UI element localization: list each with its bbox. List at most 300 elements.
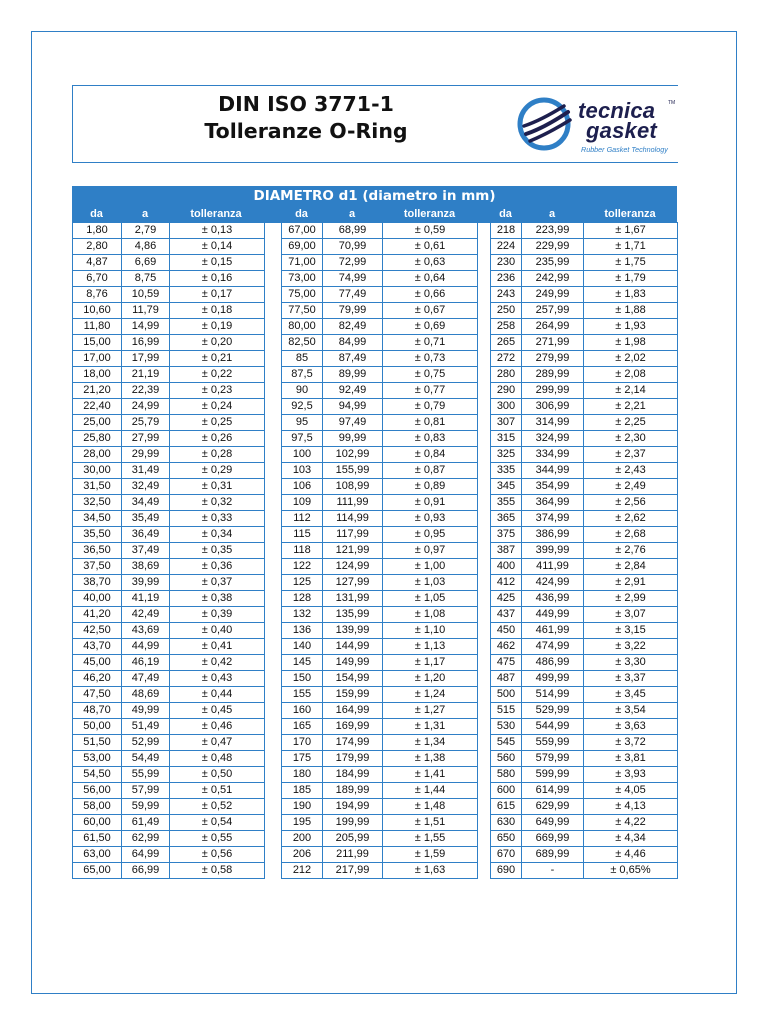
cell-a: 614,99 xyxy=(522,783,584,799)
column-header-a: a xyxy=(141,208,149,220)
cell-tolleranza: ± 0,97 xyxy=(383,543,478,559)
table-row xyxy=(73,383,265,399)
cell-tolleranza: ± 2,76 xyxy=(584,543,678,559)
cell-tolleranza: ± 1,88 xyxy=(584,303,678,319)
cell-a: 436,99 xyxy=(522,591,584,607)
cell-a: 199,99 xyxy=(323,815,383,831)
cell-tolleranza: ± 1,27 xyxy=(383,703,478,719)
cell-a: 155,99 xyxy=(323,463,383,479)
table-row xyxy=(282,351,478,367)
cell-da: 28,00 xyxy=(73,447,122,463)
table-row xyxy=(491,543,678,559)
cell-tolleranza: ± 1,75 xyxy=(584,255,678,271)
tolerance-table-block-1 xyxy=(72,222,265,879)
cell-a: 399,99 xyxy=(522,543,584,559)
cell-tolleranza: ± 0,71 xyxy=(383,335,478,351)
cell-a: 235,99 xyxy=(522,255,584,271)
cell-da: 500 xyxy=(491,687,522,703)
cell-a: 35,49 xyxy=(122,511,170,527)
cell-da: 40,00 xyxy=(73,591,122,607)
cell-da: 21,20 xyxy=(73,383,122,399)
cell-tolleranza: ± 0,28 xyxy=(170,447,265,463)
table-row xyxy=(491,367,678,383)
table-row xyxy=(282,383,478,399)
cell-a: 344,99 xyxy=(522,463,584,479)
cell-da: 10,60 xyxy=(73,303,122,319)
cell-da: 437 xyxy=(491,607,522,623)
cell-tolleranza: ± 2,02 xyxy=(584,351,678,367)
cell-tolleranza: ± 1,44 xyxy=(383,783,478,799)
cell-tolleranza: ± 3,81 xyxy=(584,751,678,767)
cell-a: 544,99 xyxy=(522,719,584,735)
cell-tolleranza: ± 2,08 xyxy=(584,367,678,383)
cell-tolleranza: ± 1,83 xyxy=(584,287,678,303)
cell-da: 8,76 xyxy=(73,287,122,303)
cell-a: 57,99 xyxy=(122,783,170,799)
cell-a: 205,99 xyxy=(323,831,383,847)
cell-a: 223,99 xyxy=(522,223,584,239)
table-row xyxy=(282,847,478,863)
table-row xyxy=(282,655,478,671)
cell-tolleranza: ± 1,20 xyxy=(383,671,478,687)
cell-a: 374,99 xyxy=(522,511,584,527)
cell-da: 243 xyxy=(491,287,522,303)
cell-a: 44,99 xyxy=(122,639,170,655)
cell-a: 55,99 xyxy=(122,767,170,783)
table-row xyxy=(73,351,265,367)
cell-tolleranza: ± 3,93 xyxy=(584,767,678,783)
cell-tolleranza: ± 0,89 xyxy=(383,479,478,495)
cell-tolleranza: ± 0,50 xyxy=(170,767,265,783)
cell-a: 599,99 xyxy=(522,767,584,783)
table-row xyxy=(282,863,478,879)
cell-da: 230 xyxy=(491,255,522,271)
cell-tolleranza: ± 0,67 xyxy=(383,303,478,319)
cell-tolleranza: ± 0,52 xyxy=(170,799,265,815)
table-row xyxy=(282,799,478,815)
cell-da: 115 xyxy=(282,527,323,543)
cell-da: 136 xyxy=(282,623,323,639)
table-row xyxy=(282,671,478,687)
cell-a: 51,49 xyxy=(122,719,170,735)
cell-da: 97,5 xyxy=(282,431,323,447)
table-row xyxy=(282,719,478,735)
cell-da: 67,00 xyxy=(282,223,323,239)
cell-da: 47,50 xyxy=(73,687,122,703)
cell-da: 530 xyxy=(491,719,522,735)
table-row xyxy=(491,527,678,543)
table-row xyxy=(73,543,265,559)
cell-tolleranza: ± 0,61 xyxy=(383,239,478,255)
cell-tolleranza: ± 0,44 xyxy=(170,687,265,703)
cell-tolleranza: ± 0,81 xyxy=(383,415,478,431)
table-row xyxy=(282,367,478,383)
table-row xyxy=(491,223,678,239)
table-caption: DIAMETRO d1 (diametro in mm) xyxy=(253,188,496,204)
cell-da: 22,40 xyxy=(73,399,122,415)
cell-tolleranza: ± 0,48 xyxy=(170,751,265,767)
table-row xyxy=(73,591,265,607)
cell-tolleranza: ± 4,13 xyxy=(584,799,678,815)
cell-a: 38,69 xyxy=(122,559,170,575)
table-row xyxy=(73,447,265,463)
table-row xyxy=(73,479,265,495)
table-row xyxy=(73,335,265,351)
cell-a: 164,99 xyxy=(323,703,383,719)
table-row xyxy=(491,863,678,879)
table-row xyxy=(282,607,478,623)
cell-da: 90 xyxy=(282,383,323,399)
cell-da: 60,00 xyxy=(73,815,122,831)
table-row xyxy=(282,223,478,239)
table-row xyxy=(491,319,678,335)
table-row xyxy=(73,767,265,783)
cell-tolleranza: ± 4,22 xyxy=(584,815,678,831)
cell-tolleranza: ± 0,38 xyxy=(170,591,265,607)
cell-a: 669,99 xyxy=(522,831,584,847)
cell-da: 75,00 xyxy=(282,287,323,303)
cell-tolleranza: ± 0,66 xyxy=(383,287,478,303)
table-row xyxy=(73,863,265,879)
cell-tolleranza: ± 1,79 xyxy=(584,271,678,287)
cell-a: 49,99 xyxy=(122,703,170,719)
cell-da: 236 xyxy=(491,271,522,287)
table-row xyxy=(491,511,678,527)
cell-tolleranza: ± 0,17 xyxy=(170,287,265,303)
cell-tolleranza: ± 1,41 xyxy=(383,767,478,783)
cell-a: 486,99 xyxy=(522,655,584,671)
cell-da: 42,50 xyxy=(73,623,122,639)
cell-a: 89,99 xyxy=(323,367,383,383)
cell-tolleranza: ± 0,23 xyxy=(170,383,265,399)
table-row xyxy=(491,351,678,367)
table-row xyxy=(282,767,478,783)
table-row xyxy=(282,639,478,655)
table-row xyxy=(282,735,478,751)
cell-a: 82,49 xyxy=(323,319,383,335)
cell-tolleranza: ± 0,41 xyxy=(170,639,265,655)
table-row xyxy=(282,511,478,527)
cell-tolleranza: ± 1,31 xyxy=(383,719,478,735)
cell-a: 449,99 xyxy=(522,607,584,623)
cell-a: 42,49 xyxy=(122,607,170,623)
cell-tolleranza: ± 2,21 xyxy=(584,399,678,415)
cell-tolleranza: ± 2,68 xyxy=(584,527,678,543)
cell-tolleranza: ± 4,34 xyxy=(584,831,678,847)
cell-da: 65,00 xyxy=(73,863,122,879)
table-row xyxy=(282,815,478,831)
cell-tolleranza: ± 1,13 xyxy=(383,639,478,655)
cell-a: 14,99 xyxy=(122,319,170,335)
table-row xyxy=(73,415,265,431)
table-row xyxy=(73,239,265,255)
cell-a: 2,79 xyxy=(122,223,170,239)
cell-a: 24,99 xyxy=(122,399,170,415)
cell-da: 515 xyxy=(491,703,522,719)
cell-a: 31,49 xyxy=(122,463,170,479)
cell-da: 265 xyxy=(491,335,522,351)
cell-a: 43,69 xyxy=(122,623,170,639)
cell-a: 131,99 xyxy=(323,591,383,607)
cell-tolleranza: ± 0,32 xyxy=(170,495,265,511)
cell-tolleranza: ± 0,95 xyxy=(383,527,478,543)
cell-da: 80,00 xyxy=(282,319,323,335)
table-row xyxy=(73,511,265,527)
cell-da: 132 xyxy=(282,607,323,623)
cell-tolleranza: ± 3,30 xyxy=(584,655,678,671)
cell-da: 224 xyxy=(491,239,522,255)
cell-da: 170 xyxy=(282,735,323,751)
table-row xyxy=(491,575,678,591)
cell-da: 250 xyxy=(491,303,522,319)
cell-da: 345 xyxy=(491,479,522,495)
cell-da: 190 xyxy=(282,799,323,815)
cell-da: 48,70 xyxy=(73,703,122,719)
table-row xyxy=(491,623,678,639)
table-row xyxy=(73,255,265,271)
cell-a: 34,49 xyxy=(122,495,170,511)
cell-tolleranza: ± 1,17 xyxy=(383,655,478,671)
cell-tolleranza: ± 0,22 xyxy=(170,367,265,383)
cell-tolleranza: ± 3,22 xyxy=(584,639,678,655)
table-row xyxy=(282,463,478,479)
column-header-a: a xyxy=(348,208,356,220)
document-title: DIN ISO 3771-1 xyxy=(218,92,394,116)
cell-a: 174,99 xyxy=(323,735,383,751)
cell-a: 4,86 xyxy=(122,239,170,255)
cell-da: 6,70 xyxy=(73,271,122,287)
cell-da: 155 xyxy=(282,687,323,703)
table-row xyxy=(491,591,678,607)
cell-tolleranza: ± 0,16 xyxy=(170,271,265,287)
cell-a: 211,99 xyxy=(323,847,383,863)
table-row xyxy=(491,399,678,415)
cell-a: 22,39 xyxy=(122,383,170,399)
cell-a: 64,99 xyxy=(122,847,170,863)
column-header-tolleranza: tolleranza xyxy=(190,208,242,220)
cell-tolleranza: ± 0,19 xyxy=(170,319,265,335)
table-row xyxy=(282,783,478,799)
cell-da: 77,50 xyxy=(282,303,323,319)
table-row xyxy=(282,703,478,719)
cell-tolleranza: ± 0,34 xyxy=(170,527,265,543)
cell-a: 72,99 xyxy=(323,255,383,271)
cell-a: 36,49 xyxy=(122,527,170,543)
cell-tolleranza: ± 2,91 xyxy=(584,575,678,591)
cell-a: 154,99 xyxy=(323,671,383,687)
cell-a: 87,49 xyxy=(323,351,383,367)
cell-tolleranza: ± 2,84 xyxy=(584,559,678,575)
table-row xyxy=(282,687,478,703)
cell-a: 306,99 xyxy=(522,399,584,415)
cell-da: 290 xyxy=(491,383,522,399)
table-row xyxy=(282,255,478,271)
cell-a: 271,99 xyxy=(522,335,584,351)
cell-a: 249,99 xyxy=(522,287,584,303)
cell-a: 117,99 xyxy=(323,527,383,543)
cell-tolleranza: ± 1,71 xyxy=(584,239,678,255)
cell-tolleranza: ± 0,43 xyxy=(170,671,265,687)
cell-da: 71,00 xyxy=(282,255,323,271)
cell-da: 272 xyxy=(491,351,522,367)
cell-tolleranza: ± 1,51 xyxy=(383,815,478,831)
cell-da: 46,20 xyxy=(73,671,122,687)
cell-tolleranza: ± 1,63 xyxy=(383,863,478,879)
cell-tolleranza: ± 0,14 xyxy=(170,239,265,255)
cell-a: 47,49 xyxy=(122,671,170,687)
cell-da: 35,50 xyxy=(73,527,122,543)
cell-da: 11,80 xyxy=(73,319,122,335)
cell-a: 70,99 xyxy=(323,239,383,255)
cell-tolleranza: ± 0,63 xyxy=(383,255,478,271)
cell-tolleranza: ± 0,42 xyxy=(170,655,265,671)
cell-tolleranza: ± 0,24 xyxy=(170,399,265,415)
cell-da: 1,80 xyxy=(73,223,122,239)
cell-tolleranza: ± 1,67 xyxy=(584,223,678,239)
cell-da: 600 xyxy=(491,783,522,799)
cell-tolleranza: ± 0,33 xyxy=(170,511,265,527)
cell-da: 200 xyxy=(282,831,323,847)
table-row xyxy=(73,831,265,847)
cell-tolleranza: ± 0,21 xyxy=(170,351,265,367)
table-row xyxy=(73,463,265,479)
cell-a: 194,99 xyxy=(323,799,383,815)
cell-a: 689,99 xyxy=(522,847,584,863)
cell-tolleranza: ± 3,45 xyxy=(584,687,678,703)
tolerance-table-block-3 xyxy=(490,222,678,879)
cell-da: 307 xyxy=(491,415,522,431)
cell-a: 94,99 xyxy=(323,399,383,415)
cell-a: 16,99 xyxy=(122,335,170,351)
table-row xyxy=(491,431,678,447)
cell-a: 159,99 xyxy=(323,687,383,703)
cell-da: 17,00 xyxy=(73,351,122,367)
table-row xyxy=(282,415,478,431)
cell-da: 118 xyxy=(282,543,323,559)
cell-da: 180 xyxy=(282,767,323,783)
cell-tolleranza: ± 1,38 xyxy=(383,751,478,767)
cell-tolleranza: ± 0,69 xyxy=(383,319,478,335)
table-row xyxy=(491,719,678,735)
cell-a: 217,99 xyxy=(323,863,383,879)
cell-a: 189,99 xyxy=(323,783,383,799)
cell-tolleranza: ± 1,24 xyxy=(383,687,478,703)
cell-tolleranza: ± 0,79 xyxy=(383,399,478,415)
table-row xyxy=(282,495,478,511)
cell-a: 386,99 xyxy=(522,527,584,543)
cell-da: 375 xyxy=(491,527,522,543)
cell-da: 580 xyxy=(491,767,522,783)
cell-a: 59,99 xyxy=(122,799,170,815)
table-row xyxy=(491,735,678,751)
cell-da: 280 xyxy=(491,367,522,383)
cell-da: 25,00 xyxy=(73,415,122,431)
cell-a: - xyxy=(522,863,584,879)
cell-da: 15,00 xyxy=(73,335,122,351)
cell-da: 218 xyxy=(491,223,522,239)
brand-tagline: Rubber Gasket Technology xyxy=(581,145,668,154)
table-row xyxy=(491,703,678,719)
table-row xyxy=(282,303,478,319)
table-row xyxy=(491,255,678,271)
cell-a: 54,49 xyxy=(122,751,170,767)
cell-da: 95 xyxy=(282,415,323,431)
cell-tolleranza: ± 3,07 xyxy=(584,607,678,623)
cell-da: 82,50 xyxy=(282,335,323,351)
cell-a: 514,99 xyxy=(522,687,584,703)
column-header-a: a xyxy=(548,208,556,220)
table-row xyxy=(282,623,478,639)
cell-tolleranza: ± 0,31 xyxy=(170,479,265,495)
cell-a: 11,79 xyxy=(122,303,170,319)
cell-tolleranza: ± 0,15 xyxy=(170,255,265,271)
cell-a: 184,99 xyxy=(323,767,383,783)
cell-a: 97,49 xyxy=(323,415,383,431)
cell-tolleranza: ± 0,29 xyxy=(170,463,265,479)
cell-a: 46,19 xyxy=(122,655,170,671)
table-row xyxy=(282,399,478,415)
cell-tolleranza: ± 0,56 xyxy=(170,847,265,863)
cell-da: 365 xyxy=(491,511,522,527)
cell-da: 69,00 xyxy=(282,239,323,255)
column-header-da: da xyxy=(499,208,512,220)
cell-a: 424,99 xyxy=(522,575,584,591)
cell-da: 53,00 xyxy=(73,751,122,767)
table-row xyxy=(491,639,678,655)
cell-tolleranza: ± 0,91 xyxy=(383,495,478,511)
cell-da: 325 xyxy=(491,447,522,463)
table-row xyxy=(282,447,478,463)
table-row xyxy=(73,527,265,543)
column-header-tolleranza: tolleranza xyxy=(403,208,456,220)
document-subtitle: Tolleranze O-Ring xyxy=(204,119,408,143)
cell-da: 195 xyxy=(282,815,323,831)
cell-da: 145 xyxy=(282,655,323,671)
cell-da: 450 xyxy=(491,623,522,639)
table-row xyxy=(491,271,678,287)
cell-tolleranza: ± 3,72 xyxy=(584,735,678,751)
cell-da: 560 xyxy=(491,751,522,767)
cell-tolleranza: ± 1,55 xyxy=(383,831,478,847)
cell-tolleranza: ± 0,40 xyxy=(170,623,265,639)
cell-tolleranza: ± 0,93 xyxy=(383,511,478,527)
cell-tolleranza: ± 1,48 xyxy=(383,799,478,815)
cell-da: 206 xyxy=(282,847,323,863)
cell-da: 412 xyxy=(491,575,522,591)
table-row xyxy=(491,559,678,575)
table-row xyxy=(491,847,678,863)
cell-tolleranza: ± 0,46 xyxy=(170,719,265,735)
cell-a: 242,99 xyxy=(522,271,584,287)
cell-tolleranza: ± 2,62 xyxy=(584,511,678,527)
table-row xyxy=(282,271,478,287)
cell-da: 315 xyxy=(491,431,522,447)
cell-da: 92,5 xyxy=(282,399,323,415)
cell-da: 58,00 xyxy=(73,799,122,815)
cell-tolleranza: ± 1,05 xyxy=(383,591,478,607)
cell-a: 21,19 xyxy=(122,367,170,383)
table-row xyxy=(73,687,265,703)
cell-tolleranza: ± 1,08 xyxy=(383,607,478,623)
cell-da: 355 xyxy=(491,495,522,511)
cell-tolleranza: ± 1,59 xyxy=(383,847,478,863)
cell-a: 8,75 xyxy=(122,271,170,287)
cell-tolleranza: ± 4,05 xyxy=(584,783,678,799)
cell-tolleranza: ± 1,93 xyxy=(584,319,678,335)
table-row xyxy=(491,287,678,303)
cell-a: 41,19 xyxy=(122,591,170,607)
cell-tolleranza: ± 1,10 xyxy=(383,623,478,639)
